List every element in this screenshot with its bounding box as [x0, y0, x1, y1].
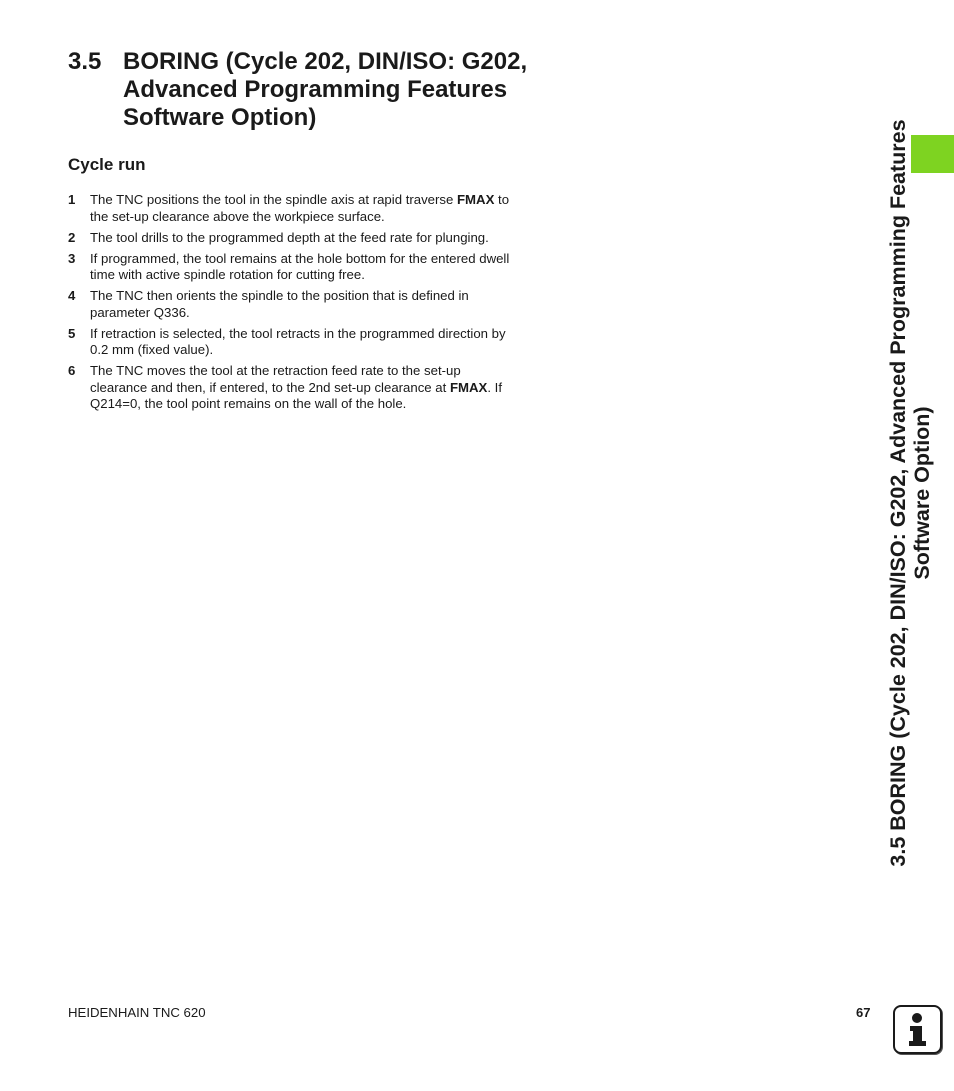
step-text: [90, 192, 518, 225]
vertical-section-title-text: [886, 45, 934, 940]
step-text-part: The TNC positions the tool in the spindle axis at rapid traverse: [90, 192, 457, 207]
step-number: 1: [68, 192, 76, 207]
step-text: The tool drills to the programmed depth at the feed rate for plunging.: [90, 229, 489, 245]
step-emphasis: FMAX: [449, 379, 488, 395]
step-number: 2: [68, 229, 76, 245]
step-number: 5: [68, 325, 76, 341]
step-item: [68, 230, 518, 247]
step-item: [68, 288, 518, 321]
step-text-part: to the set-up clearance above the workpiece surface.: [90, 192, 510, 224]
section-number: 3.5: [68, 48, 102, 75]
step-text: [90, 363, 518, 413]
step-number: 6: [68, 363, 76, 378]
cycle-run-steps: [68, 192, 518, 417]
step-text: If programmed, the tool remains at the hole bottom for the entered dwell time with active spindle rotation for cutting free.: [90, 250, 510, 282]
step-item: [68, 251, 518, 284]
vertical-section-title: [870, 45, 950, 940]
vertical-title-line: Software Option): [910, 405, 934, 580]
step-item: [68, 363, 518, 413]
info-icon: [893, 1005, 942, 1054]
step-text-part: The TNC moves the tool at the retraction feed rate to the set-up clearance and then, if entered, to the 2nd set-up clearance at: [90, 363, 461, 395]
step-text-part: . If Q214=0, the tool point remains on the wall of the hole.: [90, 379, 502, 411]
step-number: 4: [68, 288, 76, 303]
step-text: If retraction is selected, the tool retracts in the programmed direction by 0.2 mm (fixed value).: [90, 325, 506, 357]
step-number: 3: [68, 250, 76, 266]
page-number: 67: [856, 1005, 871, 1020]
section-heading: [68, 48, 528, 132]
step-item: [68, 326, 518, 359]
subsection-title: Cycle run: [68, 155, 146, 174]
step-emphasis: FMAX: [457, 192, 495, 207]
section-title: BORING (Cycle 202, DIN/ISO: G202, Advanced Programming Features Software Option): [123, 48, 528, 131]
step-item: [68, 192, 518, 225]
vertical-title-line: 3.5 BORING (Cycle 202, DIN/ISO: G202, Advanced Programming Features: [886, 118, 910, 867]
footer-product: HEIDENHAIN TNC 620: [68, 1005, 206, 1020]
step-text: The TNC then orients the spindle to the position that is defined in parameter Q336.: [90, 288, 469, 320]
